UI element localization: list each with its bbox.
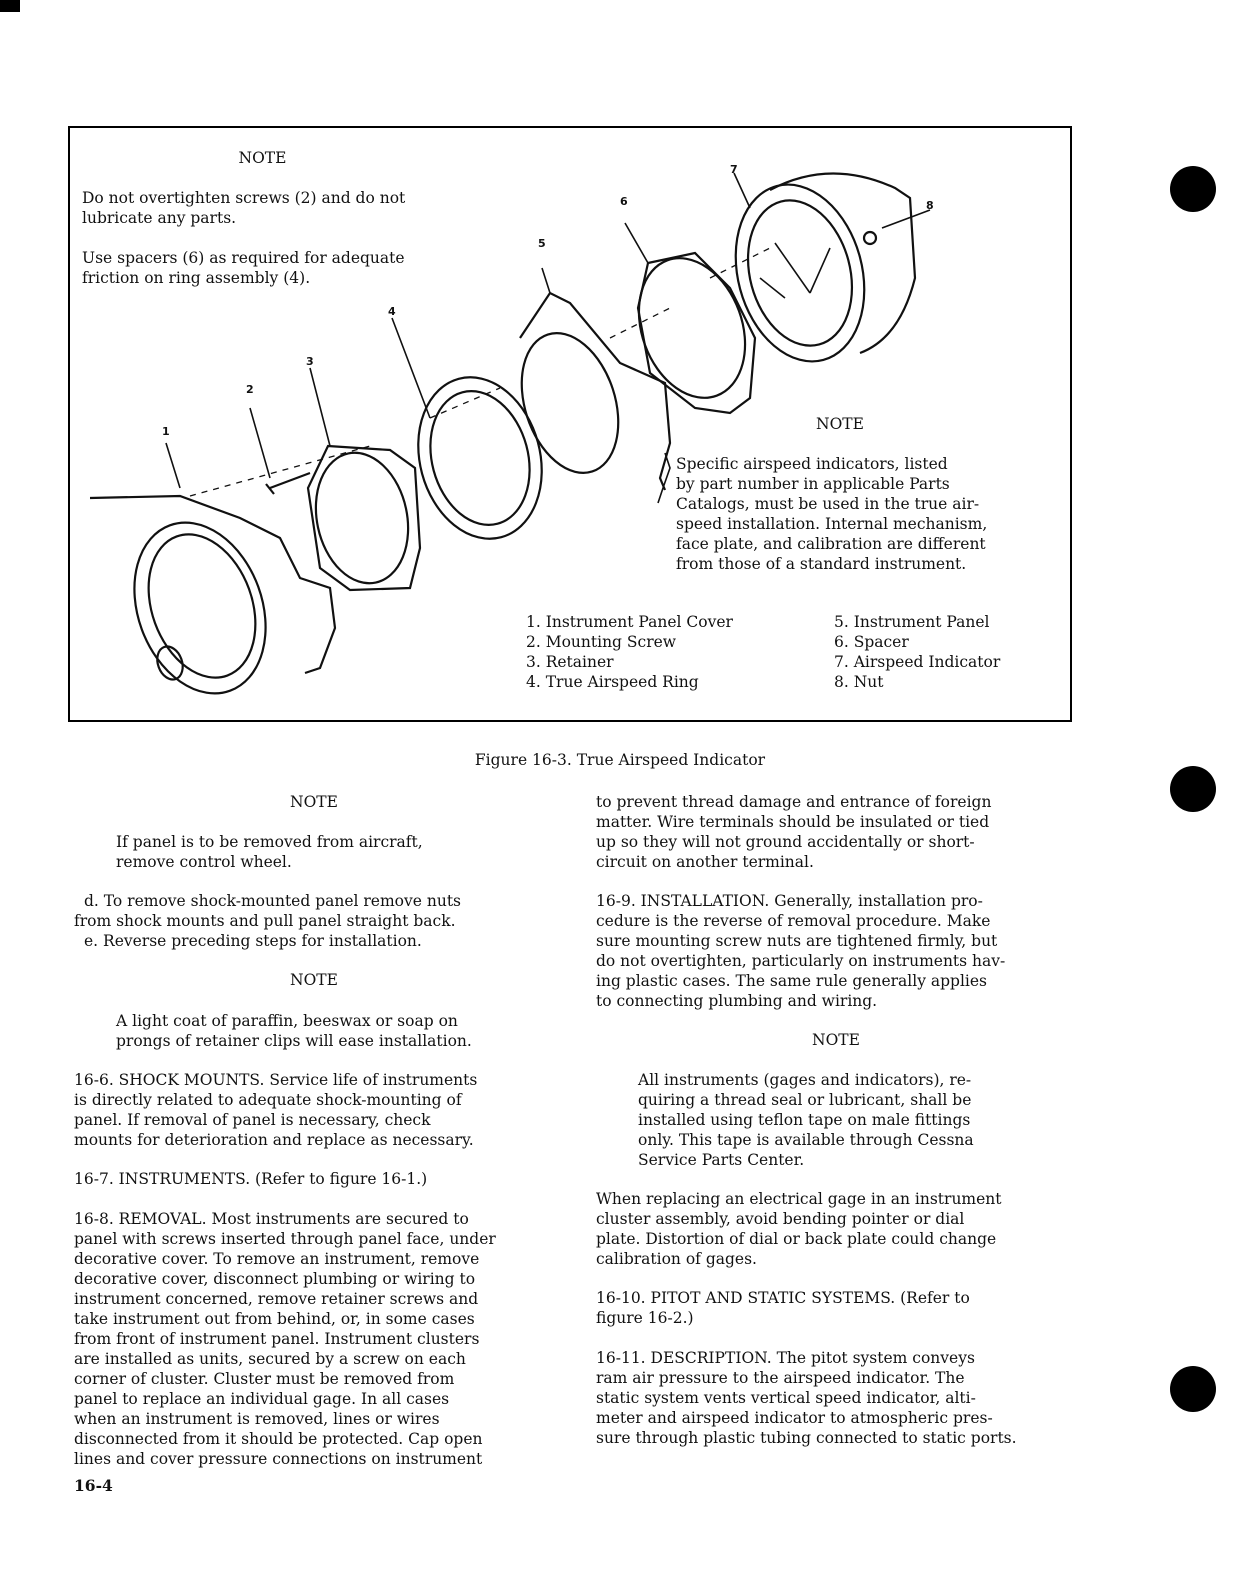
text-line: by part number in applicable Parts <box>676 475 950 493</box>
text-line: 16-9. INSTALLATION. Generally, installation pro- <box>596 892 983 910</box>
text-line: up so they will not ground accidentally or short- <box>596 833 975 851</box>
text-line: All instruments (gages and indicators), re- <box>638 1071 972 1089</box>
figure-note-1-body <box>82 188 482 288</box>
legend-item: 5. Instrument Panel <box>834 613 990 631</box>
text-line: decorative cover. To remove an instrument, remove <box>74 1250 480 1268</box>
panel-cover-bezel-inner <box>130 519 275 692</box>
step-e: e. Reverse preceding steps for installation. <box>84 932 422 950</box>
note-b-title: NOTE <box>290 971 338 989</box>
text-line: remove control wheel. <box>116 853 292 871</box>
text-line: installed using teflon tape on male fittings <box>638 1111 971 1129</box>
legend-item: 2. Mounting Screw <box>526 633 677 651</box>
para-16-7: 16-7. INSTRUMENTS. (Refer to figure 16-1.) <box>74 1170 428 1188</box>
text-line: plate. Distortion of dial or back plate could change <box>596 1230 997 1248</box>
text-line: panel to replace an individual gage. In all cases <box>74 1390 450 1408</box>
text-line: d. To remove shock-mounted panel remove nuts <box>84 892 462 910</box>
text-line: disconnected from it should be protected. Cap open <box>74 1430 483 1448</box>
note-b-body <box>74 1011 596 1051</box>
text-line: meter and airspeed indicator to atmospheric pres- <box>596 1409 993 1427</box>
text-line: 16-6. SHOCK MOUNTS. Service life of instruments <box>74 1071 478 1089</box>
legend-right <box>834 612 1064 692</box>
text-line: face plate, and calibration are different <box>676 535 986 553</box>
para-16-9 <box>596 891 1076 1011</box>
para-16-8-continued <box>596 792 1076 872</box>
text-line: If panel is to be removed from aircraft, <box>116 833 423 851</box>
text-line: ram air pressure to the airspeed indicator. The <box>596 1369 965 1387</box>
text-line: do not overtighten, particularly on instruments hav- <box>596 952 1006 970</box>
airspeed-ring-inner <box>416 380 544 536</box>
figure-caption: Figure 16-3. True Airspeed Indicator <box>474 751 766 769</box>
figure-note-2-body <box>676 454 1056 574</box>
legend-item: 6. Spacer <box>834 633 909 651</box>
note-a-body <box>74 832 596 872</box>
page-number: 16-4 <box>74 1476 113 1495</box>
text-line: panel with screws inserted through panel face, under <box>74 1230 496 1248</box>
text-line: Specific airspeed indicators, listed <box>676 455 948 473</box>
text-line: lines and cover pressure connections on instrument <box>74 1450 483 1468</box>
figure-frame <box>68 126 1072 722</box>
binder-hole-icon <box>1170 766 1216 812</box>
text-line: Catalogs, must be used in the true air- <box>676 495 980 513</box>
panel-cover-outline <box>90 496 335 673</box>
retainer-plate <box>308 446 420 590</box>
panel-cover-hole <box>153 643 187 683</box>
callout-4: 4 <box>388 305 396 318</box>
text-line: is directly related to adequate shock-mounting of <box>74 1091 462 1109</box>
binder-hole-icon <box>1170 1366 1216 1412</box>
text-line: cedure is the reverse of removal procedure. Make <box>596 912 991 930</box>
text-line: only. This tape is available through Cessna <box>638 1131 974 1149</box>
text-line: take instrument out from behind, or, in some cases <box>74 1310 475 1328</box>
text-line: Use spacers (6) as required for adequate <box>82 249 405 267</box>
legend-item: 3. Retainer <box>526 653 614 671</box>
text-line: instrument concerned, remove retainer screws and <box>74 1290 479 1308</box>
text-line: Service Parts Center. <box>638 1151 805 1169</box>
text-line: are installed as units, secured by a screw on each <box>74 1350 466 1368</box>
binder-hole-icon <box>1170 166 1216 212</box>
gage-paragraph <box>596 1189 1076 1269</box>
callout-5: 5 <box>538 237 546 250</box>
callout-1: 1 <box>162 425 170 438</box>
text-line: figure 16-2.) <box>596 1309 694 1327</box>
para-16-6 <box>74 1070 554 1150</box>
text-line: A light coat of paraffin, beeswax or soap on <box>116 1012 458 1030</box>
para-16-11 <box>596 1348 1076 1448</box>
legend-item: 7. Airspeed Indicator <box>834 653 1001 671</box>
text-line: sure through plastic tubing connected to static ports. <box>596 1429 1017 1447</box>
text-line: 16-11. DESCRIPTION. The pitot system conveys <box>596 1349 975 1367</box>
text-line: from front of instrument panel. Instrument clusters <box>74 1330 480 1348</box>
text-line: from shock mounts and pull panel straight back. <box>74 912 456 930</box>
callout-2: 2 <box>246 383 254 396</box>
text-line: Do not overtighten screws (2) and do not <box>82 189 406 207</box>
legend-item: 4. True Airspeed Ring <box>526 673 699 691</box>
instrument-panel-edge <box>520 293 670 490</box>
dial-markings <box>760 243 830 298</box>
instrument-panel-cutout <box>505 321 635 486</box>
legend-item: 1. Instrument Panel Cover <box>526 613 733 631</box>
legend-item: 8. Nut <box>834 673 884 691</box>
text-line: speed installation. Internal mechanism, <box>676 515 988 533</box>
text-line: lubricate any parts. <box>82 209 237 227</box>
text-line: prongs of retainer clips will ease installation. <box>116 1032 472 1050</box>
text-line: mounts for deterioration and replace as necessary. <box>74 1131 474 1149</box>
text-line: When replacing an electrical gage in an instrument <box>596 1190 1002 1208</box>
text-line: to prevent thread damage and entrance of foreign <box>596 793 992 811</box>
text-line: matter. Wire terminals should be insulated or tied <box>596 813 990 831</box>
text-line: ing plastic cases. The same rule generally applies <box>596 972 988 990</box>
text-line: decorative cover, disconnect plumbing or wiring to <box>74 1270 476 1288</box>
nut-shape <box>864 232 876 244</box>
legend-left <box>526 612 806 692</box>
para-16-10 <box>596 1288 1076 1328</box>
text-line: friction on ring assembly (4). <box>82 269 311 287</box>
text-line: 16-10. PITOT AND STATIC SYSTEMS. (Refer to <box>596 1289 970 1307</box>
note-c-body <box>596 1070 1118 1170</box>
text-line: panel. If removal of panel is necessary, check <box>74 1111 431 1129</box>
text-line: when an instrument is removed, lines or wires <box>74 1410 440 1428</box>
text-line: sure mounting screw nuts are tightened firmly, but <box>596 932 998 950</box>
text-line: calibration of gages. <box>596 1250 757 1268</box>
text-line: quiring a thread seal or lubricant, shall be <box>638 1091 972 1109</box>
callout-6: 6 <box>620 195 628 208</box>
para-16-8 <box>74 1209 554 1469</box>
text-line: from those of a standard instrument. <box>676 555 967 573</box>
figure-note-1-title: NOTE <box>238 149 287 167</box>
callout-8: 8 <box>926 199 934 212</box>
text-line: cluster assembly, avoid bending pointer or dial <box>596 1210 965 1228</box>
text-line: to connecting plumbing and wiring. <box>596 992 878 1010</box>
callout-3: 3 <box>306 355 314 368</box>
callout-7: 7 <box>730 163 738 176</box>
text-line: 16-8. REMOVAL. Most instruments are secured to <box>74 1210 469 1228</box>
note-c-title: NOTE <box>812 1031 860 1049</box>
mounting-screw <box>266 473 310 494</box>
text-line: corner of cluster. Cluster must be removed from <box>74 1370 455 1388</box>
figure-note-2-title: NOTE <box>816 415 864 433</box>
text-line: circuit on another terminal. <box>596 853 814 871</box>
step-d <box>74 891 554 951</box>
corner-registration-mark <box>0 0 20 12</box>
text-line: static system vents vertical speed indicator, alti- <box>596 1389 976 1407</box>
note-a-title: NOTE <box>290 793 338 811</box>
